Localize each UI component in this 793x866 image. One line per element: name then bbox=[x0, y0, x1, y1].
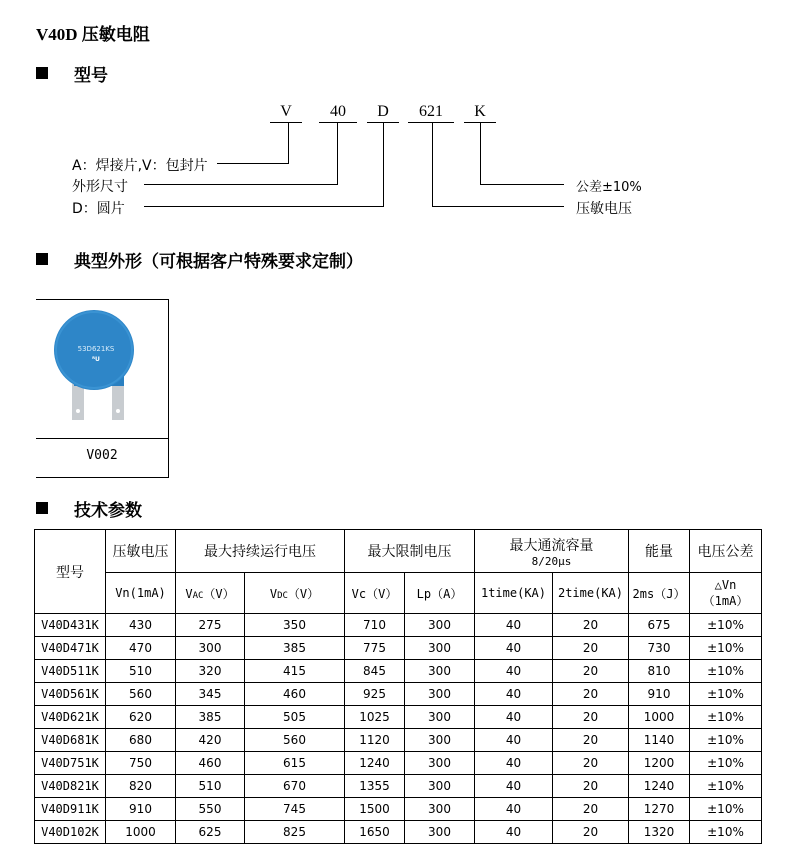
table-row bbox=[35, 683, 762, 706]
header-max-surge bbox=[475, 530, 629, 573]
cell-tolerance: ±10% bbox=[690, 614, 762, 637]
cell-tolerance: ±10% bbox=[690, 729, 762, 752]
cell-lp: 300 bbox=[405, 706, 475, 729]
cell-vdc: 415 bbox=[245, 660, 345, 683]
connector-line bbox=[432, 122, 433, 207]
cell-surge-1time: 40 bbox=[475, 614, 553, 637]
underline bbox=[270, 122, 302, 123]
bullet-square-icon bbox=[36, 67, 48, 79]
cell-energy: 730 bbox=[629, 637, 690, 660]
cell-energy: 1240 bbox=[629, 775, 690, 798]
cell-tolerance: ±10% bbox=[690, 798, 762, 821]
vac-symbol: V bbox=[185, 586, 193, 601]
cell-energy: 1200 bbox=[629, 752, 690, 775]
vdc-subscript: DC bbox=[277, 590, 288, 601]
cell-vc: 1120 bbox=[345, 729, 405, 752]
cell-model: V40D431K bbox=[35, 614, 106, 637]
cell-vc: 775 bbox=[345, 637, 405, 660]
cell-vdc: 385 bbox=[245, 637, 345, 660]
header-row-1 bbox=[35, 530, 762, 573]
cell-tolerance: ±10% bbox=[690, 752, 762, 775]
connector-line bbox=[432, 206, 564, 207]
cell-vac: 320 bbox=[176, 660, 245, 683]
connector-line bbox=[337, 122, 338, 185]
cell-vc: 925 bbox=[345, 683, 405, 706]
section-heading-specs: 技术参数 bbox=[74, 501, 142, 521]
cell-surge-1time: 40 bbox=[475, 821, 553, 844]
cell-vn: 680 bbox=[106, 729, 176, 752]
label-tolerance: 公差±10% bbox=[576, 180, 642, 195]
cell-model: V40D821K bbox=[35, 775, 106, 798]
underline bbox=[319, 122, 357, 123]
cell-vac: 275 bbox=[176, 614, 245, 637]
table-row bbox=[35, 706, 762, 729]
table-row bbox=[35, 729, 762, 752]
label-disc: D：圆片 bbox=[72, 201, 125, 217]
cell-tolerance: ±10% bbox=[690, 660, 762, 683]
delta-vn-label: △Vn bbox=[714, 577, 737, 592]
connector-line bbox=[217, 163, 289, 164]
cell-model: V40D751K bbox=[35, 752, 106, 775]
cell-vac: 550 bbox=[176, 798, 245, 821]
svg-text:ᴿU: ᴿU bbox=[92, 356, 100, 363]
cell-lp: 300 bbox=[405, 752, 475, 775]
header-energy: 能量 bbox=[629, 530, 690, 573]
cell-model: V40D681K bbox=[35, 729, 106, 752]
cell-lp: 300 bbox=[405, 729, 475, 752]
header-2time: 2time(KA) bbox=[553, 573, 629, 614]
cell-vn: 750 bbox=[106, 752, 176, 775]
cell-surge-2time: 20 bbox=[553, 614, 629, 637]
header-tolerance: 电压公差 bbox=[690, 530, 762, 573]
header-model: 型号 bbox=[35, 530, 106, 614]
connector-line bbox=[480, 184, 564, 185]
header-max-clamping: 最大限制电压 bbox=[345, 530, 475, 573]
section-heading-model: 型号 bbox=[74, 66, 108, 86]
header-vn: Vn(1mA) bbox=[106, 573, 176, 614]
cell-surge-2time: 20 bbox=[553, 821, 629, 844]
cell-model: V40D621K bbox=[35, 706, 106, 729]
header-row-2 bbox=[35, 573, 762, 614]
cell-energy: 675 bbox=[629, 614, 690, 637]
connector-line bbox=[383, 122, 384, 207]
cell-lp: 300 bbox=[405, 660, 475, 683]
cell-lp: 300 bbox=[405, 683, 475, 706]
cell-vac: 460 bbox=[176, 752, 245, 775]
code-part-size: 40 bbox=[330, 103, 346, 120]
cell-surge-2time: 20 bbox=[553, 775, 629, 798]
divider bbox=[36, 438, 168, 439]
cell-vdc: 825 bbox=[245, 821, 345, 844]
cell-vdc: 670 bbox=[245, 775, 345, 798]
cell-vn: 820 bbox=[106, 775, 176, 798]
cell-surge-1time: 40 bbox=[475, 660, 553, 683]
code-part-tolerance: K bbox=[474, 103, 486, 120]
table-row bbox=[35, 660, 762, 683]
cell-surge-2time: 20 bbox=[553, 706, 629, 729]
page-title: V40D 压敏电阻 bbox=[36, 25, 150, 44]
varistor-image bbox=[44, 306, 154, 434]
cell-surge-1time: 40 bbox=[475, 729, 553, 752]
cell-surge-2time: 20 bbox=[553, 683, 629, 706]
cell-vac: 510 bbox=[176, 775, 245, 798]
cell-surge-1time: 40 bbox=[475, 798, 553, 821]
cell-vn: 510 bbox=[106, 660, 176, 683]
code-part-voltage: 621 bbox=[419, 103, 443, 120]
varistor-marking: 53D621KS bbox=[77, 345, 115, 353]
cell-vc: 845 bbox=[345, 660, 405, 683]
cell-vn: 470 bbox=[106, 637, 176, 660]
cell-model: V40D102K bbox=[35, 821, 106, 844]
connector-line bbox=[480, 122, 481, 185]
cell-vn: 910 bbox=[106, 798, 176, 821]
cell-tolerance: ±10% bbox=[690, 683, 762, 706]
vdc-symbol: V bbox=[269, 586, 278, 601]
table-row bbox=[35, 821, 762, 844]
header-lp: Lp（A） bbox=[405, 573, 475, 614]
header-max-surge-sub: 8/20μs bbox=[531, 554, 572, 568]
cell-vac: 345 bbox=[176, 683, 245, 706]
connector-line bbox=[288, 122, 289, 164]
bullet-square-icon bbox=[36, 502, 48, 514]
vdc-unit: （V） bbox=[287, 586, 320, 601]
cell-vac: 420 bbox=[176, 729, 245, 752]
cell-vn: 1000 bbox=[106, 821, 176, 844]
cell-model: V40D511K bbox=[35, 660, 106, 683]
cell-vc: 1025 bbox=[345, 706, 405, 729]
cell-energy: 1140 bbox=[629, 729, 690, 752]
cell-vdc: 460 bbox=[245, 683, 345, 706]
cell-vdc: 505 bbox=[245, 706, 345, 729]
header-vdc bbox=[245, 573, 345, 614]
cell-energy: 1000 bbox=[629, 706, 690, 729]
connector-line bbox=[144, 206, 384, 207]
bullet-square-icon bbox=[36, 253, 48, 265]
code-part-series: V bbox=[280, 103, 292, 120]
cell-surge-1time: 40 bbox=[475, 683, 553, 706]
label-voltage: 压敏电压 bbox=[576, 201, 632, 217]
cell-surge-1time: 40 bbox=[475, 706, 553, 729]
connector-line bbox=[144, 184, 338, 185]
cell-lp: 300 bbox=[405, 798, 475, 821]
table-row bbox=[35, 798, 762, 821]
vac-unit: （V） bbox=[203, 586, 235, 601]
header-max-surge-label: 最大通流容量 bbox=[509, 537, 594, 554]
cell-tolerance: ±10% bbox=[690, 637, 762, 660]
code-part-disc: D bbox=[377, 103, 389, 120]
cell-vn: 430 bbox=[106, 614, 176, 637]
cell-lp: 300 bbox=[405, 637, 475, 660]
product-photo-box bbox=[36, 299, 169, 478]
cell-vdc: 350 bbox=[245, 614, 345, 637]
cell-lp: 300 bbox=[405, 775, 475, 798]
cell-vc: 1355 bbox=[345, 775, 405, 798]
cell-tolerance: ±10% bbox=[690, 775, 762, 798]
spec-table bbox=[34, 529, 762, 844]
cell-model: V40D561K bbox=[35, 683, 106, 706]
cell-surge-1time: 40 bbox=[475, 775, 553, 798]
cell-surge-2time: 20 bbox=[553, 660, 629, 683]
header-varistor-voltage: 压敏电压 bbox=[106, 530, 176, 573]
cell-vc: 710 bbox=[345, 614, 405, 637]
cell-tolerance: ±10% bbox=[690, 706, 762, 729]
table-row bbox=[35, 752, 762, 775]
cell-surge-1time: 40 bbox=[475, 752, 553, 775]
cell-surge-2time: 20 bbox=[553, 729, 629, 752]
cell-surge-2time: 20 bbox=[553, 752, 629, 775]
cell-vc: 1240 bbox=[345, 752, 405, 775]
cell-model: V40D471K bbox=[35, 637, 106, 660]
photo-caption: V002 bbox=[86, 448, 118, 463]
label-size: 外形尺寸 bbox=[72, 179, 128, 195]
cell-lp: 300 bbox=[405, 821, 475, 844]
cell-surge-2time: 20 bbox=[553, 798, 629, 821]
header-1time: 1time(KA) bbox=[475, 573, 553, 614]
cell-vac: 385 bbox=[176, 706, 245, 729]
section-heading-shape: 典型外形（可根据客户特殊要求定制） bbox=[74, 252, 363, 272]
header-delta-vn bbox=[690, 573, 762, 614]
header-vc: Vc（V） bbox=[345, 573, 405, 614]
cell-vdc: 745 bbox=[245, 798, 345, 821]
cell-vac: 300 bbox=[176, 637, 245, 660]
underline bbox=[408, 122, 454, 123]
table-row bbox=[35, 637, 762, 660]
cell-lp: 300 bbox=[405, 614, 475, 637]
cell-energy: 1320 bbox=[629, 821, 690, 844]
header-max-continuous: 最大持续运行电压 bbox=[176, 530, 345, 573]
vac-subscript: AC bbox=[192, 590, 204, 601]
lead-left bbox=[72, 384, 84, 420]
cell-surge-1time: 40 bbox=[475, 637, 553, 660]
header-vac bbox=[176, 573, 245, 614]
cell-tolerance: ±10% bbox=[690, 821, 762, 844]
cell-energy: 910 bbox=[629, 683, 690, 706]
cell-vn: 620 bbox=[106, 706, 176, 729]
cell-vc: 1500 bbox=[345, 798, 405, 821]
cell-energy: 1270 bbox=[629, 798, 690, 821]
cell-vdc: 615 bbox=[245, 752, 345, 775]
delta-vn-sub: （1mA） bbox=[702, 593, 749, 608]
cell-vac: 625 bbox=[176, 821, 245, 844]
cell-vdc: 560 bbox=[245, 729, 345, 752]
header-energy-2ms: 2ms（J） bbox=[629, 573, 690, 614]
cell-energy: 810 bbox=[629, 660, 690, 683]
cell-surge-2time: 20 bbox=[553, 637, 629, 660]
table-row bbox=[35, 614, 762, 637]
table-row bbox=[35, 775, 762, 798]
cell-vn: 560 bbox=[106, 683, 176, 706]
cell-model: V40D911K bbox=[35, 798, 106, 821]
cell-vc: 1650 bbox=[345, 821, 405, 844]
label-type: A：焊接片,V：包封片 bbox=[72, 158, 208, 174]
lead-right bbox=[112, 384, 124, 420]
